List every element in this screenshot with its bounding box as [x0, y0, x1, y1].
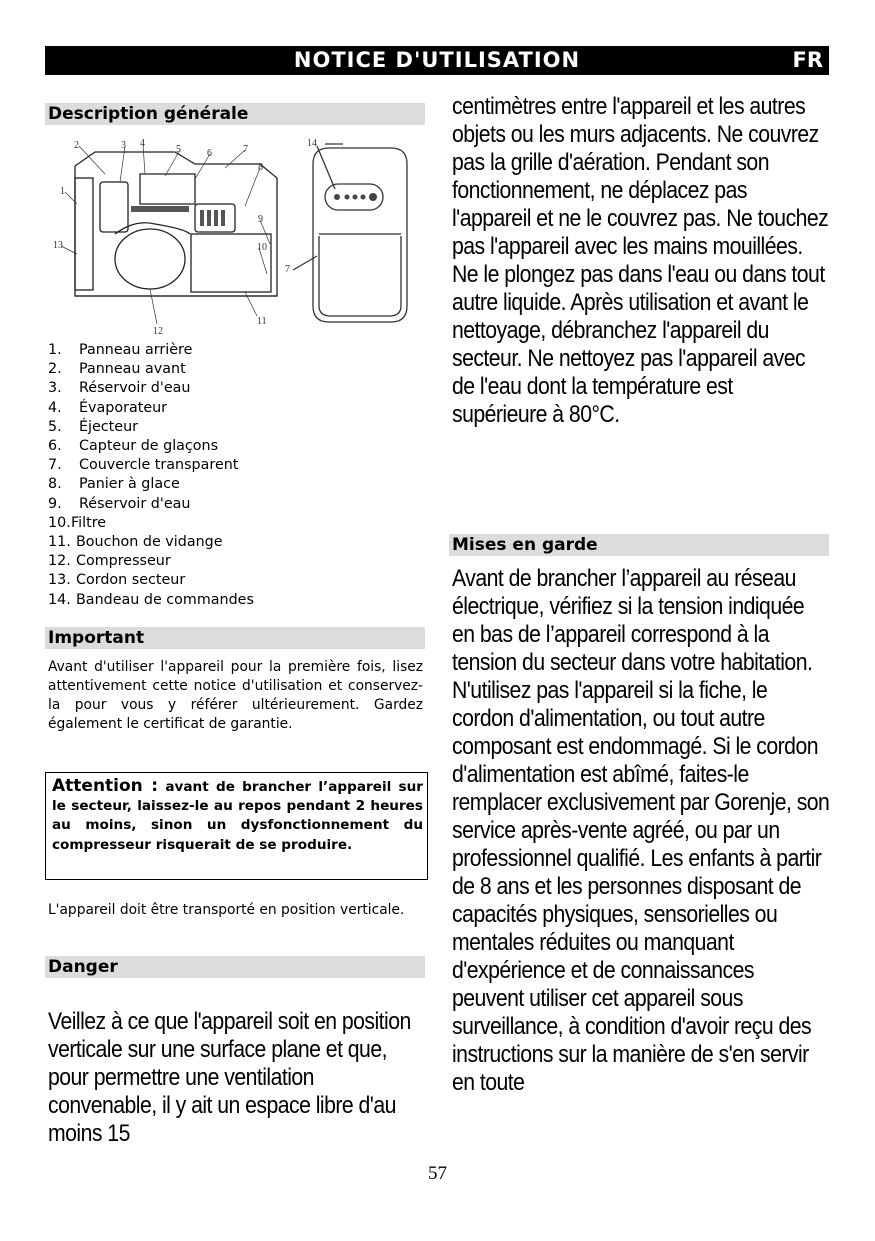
ice-maker-diagram	[45, 134, 425, 344]
attention-box	[45, 772, 428, 880]
list-item: 7. Couvercle transparent	[48, 457, 239, 474]
callout-7: 7	[243, 144, 248, 155]
list-item: 1. Panneau arrière	[48, 342, 193, 358]
list-item: 14. Bandeau de commandes	[48, 591, 254, 608]
callout-1: 1	[60, 186, 65, 197]
continued-paragraph	[452, 93, 830, 429]
callout-7b: 7	[285, 264, 290, 275]
transport-note: L'appareil doit être transporté en position verticale.	[48, 902, 405, 918]
important-paragraph: Avant d'utiliser l'appareil pour la première fois, lisez attentivement cette notice d'utilisation et conservez-la pour vous y référer ultérieurement. Gardez également le certificat de garantie.	[48, 659, 423, 732]
list-item: 13. Cordon secteur	[48, 572, 186, 589]
section-heading-warnings: Mises en garde	[449, 534, 829, 556]
header-bar	[45, 46, 829, 75]
callout-5: 5	[176, 144, 181, 155]
list-item: 3. Réservoir d'eau	[48, 380, 191, 397]
section-heading-important: Important	[45, 627, 425, 649]
diagram-compressor	[115, 229, 185, 289]
callout-12: 12	[153, 326, 163, 337]
callout-14: 14	[307, 138, 317, 149]
list-item: 5. Éjecteur	[48, 418, 139, 435]
list-item: 4. Évaporateur	[48, 399, 168, 416]
callout-13: 13	[53, 240, 63, 251]
diagram-tray	[131, 206, 189, 212]
diagram-evaporator	[140, 174, 195, 204]
continued-text: centimètres entre l'appareil et les autres objets ou les murs adjacents. Ne couvrez pas la grille d'aération. Pendant son fonctionnement, ne déplacez pas l'appareil et ne le couvrez pas. Ne touchez pas l'appareil avec les mains mouillées. Ne le plongez pas dans l'eau ou dans tout autre liquide. Après utilisation et avant le nettoyage, débranchez l'appareil du secteur. Ne nettoyez pas l'appareil avec de l'eau dont la température est supérieure à 80°C.	[452, 94, 829, 428]
callout-2: 2	[74, 140, 79, 151]
section-heading-danger: Danger	[45, 956, 425, 978]
diagram-front-view	[313, 148, 407, 322]
list-item: 2. Panneau avant	[48, 361, 186, 378]
callout-10: 10	[257, 242, 267, 253]
list-item: 10.Filtre	[48, 514, 107, 531]
callout-11: 11	[257, 316, 267, 327]
page-number: 57	[428, 1163, 447, 1184]
callout-3: 3	[121, 140, 126, 151]
list-item: 12. Compresseur	[48, 553, 171, 570]
parts-list	[48, 341, 254, 610]
attention-label: Attention :	[52, 776, 159, 796]
attention-text: avant de brancher l’appareil sur le secteur, laissez-le au repos pendant 2 heures au moins, sinon un dysfonctionnement du compresseur risquerait de se produire.	[52, 779, 424, 853]
callout-6: 6	[207, 148, 212, 159]
appliance-diagram	[45, 134, 425, 344]
warnings-paragraph	[452, 565, 830, 1097]
section-heading-description: Description générale	[45, 103, 425, 125]
callout-9: 9	[258, 214, 263, 225]
danger-text: Veillez à ce que l'appareil soit en position verticale sur une surface plane et que, pour permettre une ventilation convenable, il y ait un espace libre d'au moins 15	[48, 1009, 411, 1147]
list-item: 6. Capteur de glaçons	[48, 438, 219, 455]
list-item: 11. Bouchon de vidange	[48, 534, 223, 551]
callout-4: 4	[140, 138, 145, 149]
diagram-back-panel	[75, 178, 93, 290]
danger-paragraph	[48, 1008, 417, 1148]
list-item: 9. Réservoir d'eau	[48, 495, 191, 512]
callout-8: 8	[258, 162, 263, 173]
document-title: NOTICE D'UTILISATION	[293, 48, 581, 72]
language-code: FR	[792, 48, 823, 72]
warnings-text: Avant de brancher l’appareil au réseau électrique, vérifiez si la tension indiquée en bas de l’appareil correspond à la tension du secteur dans votre habitation. N'utilisez pas l'appareil si la fiche, le cordon d'alimentation, ou tout autre composant est endommagé. Si le cordon d'alimentation est abîmé, faites-le remplacer exclusivement par Gorenje, son service après-vente agréé, ou par un professionnel qualifié. Les enfants à partir de 8 ans et les personnes disposant de capacités physiques, sensorielles ou mentales réduites ou manquant d'expérience et de connaissances peuvent utiliser cet appareil sous surveillance, à condition d'avoir reçu des instructions sur la manière de s'en servir en toute	[452, 566, 830, 1096]
diagram-water-tank	[100, 182, 128, 232]
list-item: 8. Panier à glace	[48, 476, 180, 493]
